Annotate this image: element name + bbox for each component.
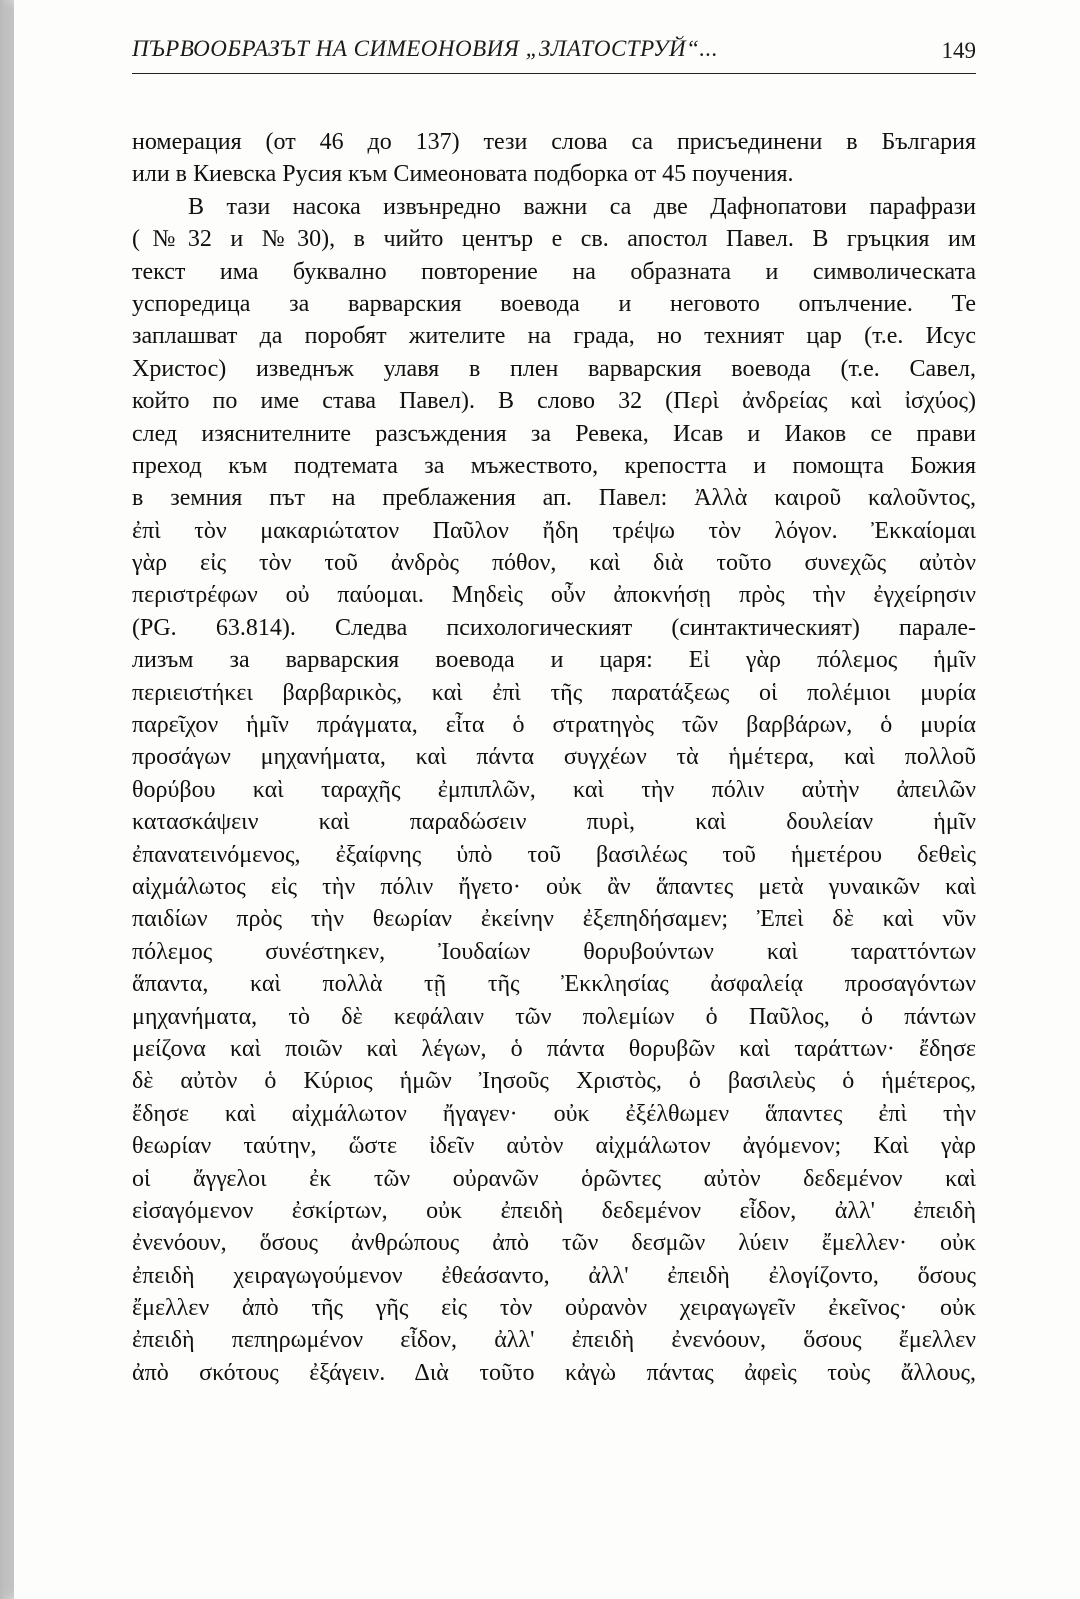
page-number: 149 [941,38,976,63]
text-line: δὲ αὐτὸν ὁ Κύριος ἡμῶν Ἰησοῦς Χριστὸς, ὁ βασιλεὺς ὁ ἡμέτερος, [132,1068,976,1095]
text-line: ἔδησε καὶ αἰχμάλωτον ἤγαγεν· οὐκ ἐξέλθωμεν ἅπαντες ἐπὶ τὴν [132,1100,976,1127]
text-line: παιδίων πρὸς τὴν θεωρίαν ἐκείνην ἐξεπηδήσαμεν; Ἐπεὶ δὲ καὶ νῦν [132,906,976,933]
text-line: ἅπαντα, καὶ πολλὰ τῇ τῆς Ἐκκλησίας ἀσφαλείᾳ προσαγόντων [132,971,976,998]
running-title: ПЪРВООБРАЗЪТ НА СИМЕОНОВИЯ „ЗЛАТОСТРУЙ“... [132,36,719,61]
text-line: προσάγων μηχανήματα, καὶ πάντα συγχέων τὰ ἡμέτερα, καὶ πολλοῦ [132,744,976,771]
header-rule [132,73,976,74]
text-line: ἐπανατεινόμενος, ἐξαίφνης ὑπὸ τοῦ βασιλέως τοῦ ἡμετέρου δεθεὶς [132,841,976,868]
text-line: κατασκάψειν καὶ παραδώσειν πυρὶ, καὶ δουλείαν ἡμῖν [132,809,976,836]
text-line: (№32 и №30), в чийто център е св. апостол Павел. В гръцкия им [132,226,976,253]
text-line: αἰχμάλωτος εἰς τὴν πόλιν ἤγετο· οὐκ ἂν ἅπαντες μετὰ γυναικῶν καὶ [132,873,976,900]
text-line: номерация (от 46 до 137) тези слова са присъединени в България [132,129,976,155]
text-line: γὰρ εἰς τὸν τοῦ ἀνδρὸς πόθον, καὶ διὰ τοῦτο συνεχῶς αὐτὸν [132,550,976,577]
text-line: или в Киевска Русия към Симеоновата подборка от 45 поучения. [132,161,794,188]
text-line: ἀπὸ σκότους ἐξάγειν. Διὰ τοῦτο κἀγὼ πάντας ἀφεὶς τοὺς ἄλλους, [132,1359,976,1386]
text-line: ἐνενόουν, ὅσους ἀνθρώπους ἀπὸ τῶν δεσμῶν λύειν ἔμελλεν· οὐκ [132,1230,976,1257]
text-line: (PG. 63.814). Следва психологическият (синтактическият) парале- [132,614,976,641]
text-line: който по име става Павел). В слово 32 (Περὶ ἀνδρείας καὶ ἰσχύος) [132,388,976,415]
text-line: лизъм за варварския воевода и царя: Εἰ γὰρ πόλεμος ἡμῖν [132,647,976,674]
text-line: в земния път на преблажения ап. Павел: Ἀλλὰ καιροῦ καλοῦντος, [132,485,976,512]
text-line: ἐπὶ τὸν μακαριώτατον Παῦλον ἤδη τρέψω τὸν λόγον. Ἐκκαίομαι [132,517,976,544]
text-line: παρεῖχον ἡμῖν πράγματα, εἶτα ὁ στρατηγὸς τῶν βαρβάρων, ὁ μυρία [132,712,976,739]
text-line: успоредица за варварския воевода и неговото опълчение. Те [132,290,976,317]
text-line: περιειστήκει βαρβαρικὸς, καὶ ἐπὶ τῆς παρατάξεως οἱ πολέμιοι μυρία [132,679,976,706]
text-line: ἐπειδὴ χειραγωγούμενον ἐθεάσαντο, ἀλλ' ἐπειδὴ ἐλογίζοντο, ὅσους [132,1262,976,1289]
text-line: заплашват да поробят жителите на града, но техният цар (т.е. Исус [132,323,976,350]
text-line: ἔμελλεν ἀπὸ τῆς γῆς εἰς τὸν οὐρανὸν χειραγωγεῖν ἐκεῖνος· οὐκ [132,1295,976,1322]
text-line: θεωρίαν ταύτην, ὥστε ἰδεῖν αὐτὸν αἰχμάλωτον ἀγόμενον; Καὶ γὰρ [132,1133,976,1160]
text-line: текст има буквално повторение на образната и символическата [132,258,976,285]
text-line: μείζονα καὶ ποιῶν καὶ λέγων, ὁ πάντα θορυβῶν καὶ ταράττων· ἔδησε [132,1035,976,1062]
text-line: Христос) изведнъж улавя в плен варварския воевода (т.е. Савел, [132,355,976,382]
text-line: ἐπειδὴ πεπηρωμένον εἶδον, ἀλλ' ἐπειδὴ ἐνενόουν, ὅσους ἔμελλεν [132,1327,976,1354]
page-header [132,36,976,72]
text-line: πόλεμος συνέστηκεν, Ἰουδαίων θορυβούντων καὶ ταραττόντων [132,938,976,965]
text-line: θορύβου καὶ ταραχῆς ἐμπιπλῶν, καὶ τὴν πόλιν αὐτὴν ἀπειλῶν [132,776,976,803]
page-gutter-shadow [0,0,14,1599]
text-line: преход към подтемата за мъжеството, крепостта и помощта Божия [132,452,976,479]
text-line: μηχανήματα, τὸ δὲ κεφάλαιν τῶν πολεμίων ὁ Παῦλος, ὁ πάντων [132,1003,976,1030]
text-line: οἱ ἄγγελοι ἐκ τῶν οὐρανῶν ὁρῶντες αὐτὸν δεδεμένον καὶ [132,1165,976,1192]
text-line: εἰσαγόμενον ἐσκίρτων, οὐκ ἐπειδὴ δεδεμένον εἶδον, ἀλλ' ἐπειδὴ [132,1197,976,1224]
text-line: περιστρέφων οὐ παύομαι. Μηδεὶς οὖν ἀποκνήσῃ πρὸς τὴν ἐγχείρησιν [132,582,976,609]
text-line: след изяснителните разсъждения за Ревека, Исав и Иаков се прави [132,420,976,447]
text-line: В тази насока извънредно важни са две Дафнопатови парафрази [188,193,976,220]
body-text [132,126,976,1389]
